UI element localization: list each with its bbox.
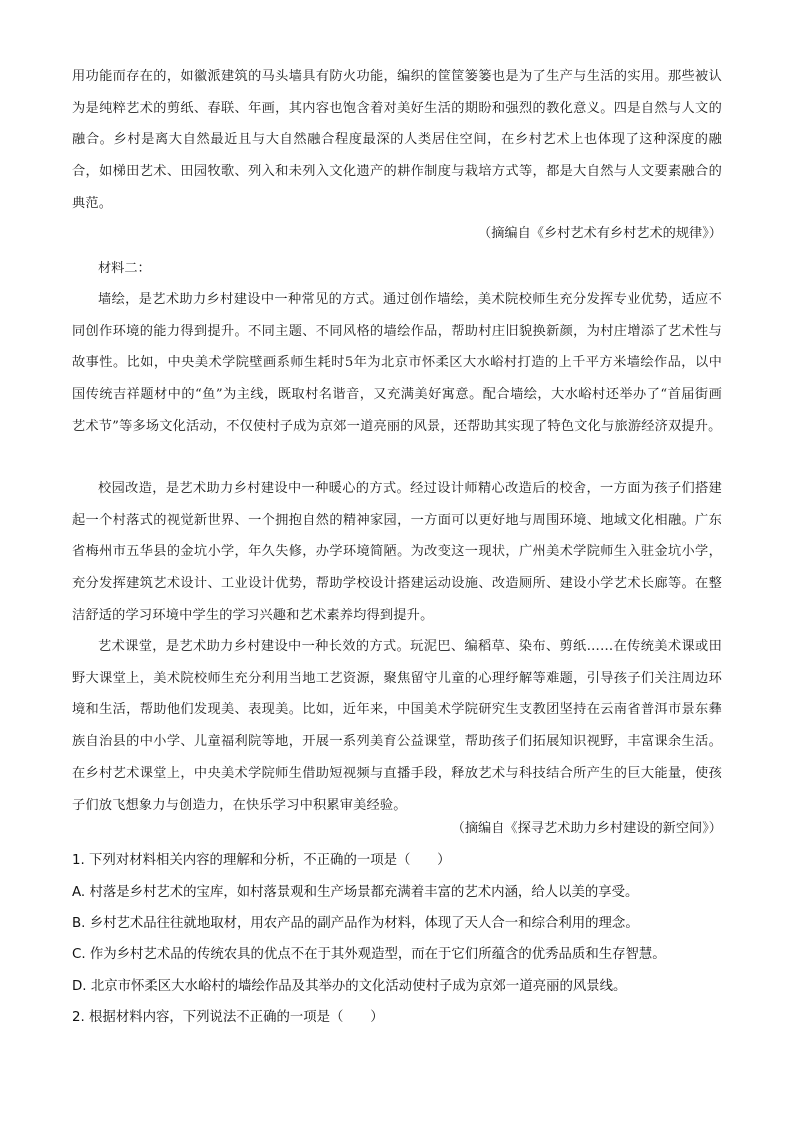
question-1-stem: 1. 下列对材料相关内容的理解和分析，不正确的一项是（ ） (72, 853, 451, 868)
material1-paragraph: 用功能而存在的，如徽派建筑的马头墙具有防火功能，编织的筐筐篓篓也是为了生产与生活的实用。那些被认为是纯粹艺术的剪纸、春联、年画，其内容也饱含着对美好生活的期盼和强烈的教化意义。四是自然与人文的融合。乡村是离大自然最近且与大自然融合程度最深的人类居住空间，在乡村艺术上也体现了这种深度的融合，如梯田艺术、田园牧歌、列入和未列入文化遗产的耕作制度与栽培方式等，都是大自然与人文要素融合的典范。 (72, 69, 722, 211)
question-1-option-a: A. 村落是乡村艺术的宝库，如村落景观和生产场景都充满着丰富的艺术内涵，给人以美的享受。 (72, 885, 639, 900)
material2-heading: 材料二： (98, 261, 151, 276)
material2-paragraph-1: 墙绘，是艺术助力乡村建设中一种常见的方式。通过创作墙绘，美术院校师生充分发挥专业优势，适应不同创作环境的能力得到提升。不同主题、不同风格的墙绘作品，帮助村庄旧貌换新颜，为村庄增添了艺术性与故事性。比如，中央美术学院壁画系师生耗时5年为北京市怀柔区大水峪村打造的上千平方米墙绘作品，以中国传统吉祥题材中的“鱼”为主线，既取村名谐音，又充满美好寓意。配合墙绘，大水峪村还举办了“首届街画艺术节”等多场文化活动，不仅使村子成为京郊一道亮丽的风景，还帮助其实现了特色文化与旅游经济双提升。 (72, 292, 722, 434)
question-2-stem: 2. 根据材料内容，下列说法不正确的一项是（ ） (72, 1010, 384, 1025)
question-1-option-b: B. 乡村艺术品往往就地取材，用农产品的副产品作为材料，体现了天人合一和综合利用的理念。 (72, 916, 639, 931)
material2-paragraph-2: 校园改造，是艺术助力乡村建设中一种暖心的方式。经过设计师精心改造后的校舍，一方面为孩子们搭建起一个村落式的视觉新世界、一个拥抱自然的精神家园，一方面可以更好地与周围环境、地域文化相融。广东省梅州市五华县的金坑小学，年久失修，办学环境简陋。为改变这一现状，广州美术学院师生入驻金坑小学，充分发挥建筑艺术设计、工业设计优势，帮助学校设计搭建运动设施、改造厕所、建设小学艺术长廊等。在整洁舒适的学习环境中学生的学习兴趣和艺术素养均得到提升。 (72, 481, 722, 623)
question-1-option-c: C. 作为乡村艺术品的传统农具的优点不在于其外观造型，而在于它们所蕴含的优秀品质和生存智慧。 (72, 947, 666, 962)
question-1-option-d: D. 北京市怀柔区大水峪村的墙绘作品及其举办的文化活动使村子成为京郊一道亮丽的风景线。 (72, 979, 627, 994)
material1-source: （摘编自《乡村艺术有乡村艺术的规律》） (478, 226, 722, 241)
material2-paragraph-3: 艺术课堂，是艺术助力乡村建设中一种长效的方式。玩泥巴、编稻草、染布、剪纸……在传统美术课或田野大课堂上，美术院校师生充分利用当地工艺资源，聚焦留守儿童的心理纾解等难题，引导孩子们关注周边环境和生活，帮助他们发现美、表现美。比如，近年来，中国美术学院研究生支教团坚持在云南省普洱市景东彝族自治县的中小学、儿童福利院等地，开展一系列美育公益课堂，帮助孩子们拓展知识视野，丰富课余生活。在乡村艺术课堂上，中央美术学院师生借助短视频与直播手段，释放艺术与科技结合所产生的巨大能量，使孩子们放飞想象力与创造力，在快乐学习中积累审美经验。 (72, 639, 722, 813)
material2-source: （摘编自《探寻艺术助力乡村建设的新空间》） (451, 821, 722, 836)
